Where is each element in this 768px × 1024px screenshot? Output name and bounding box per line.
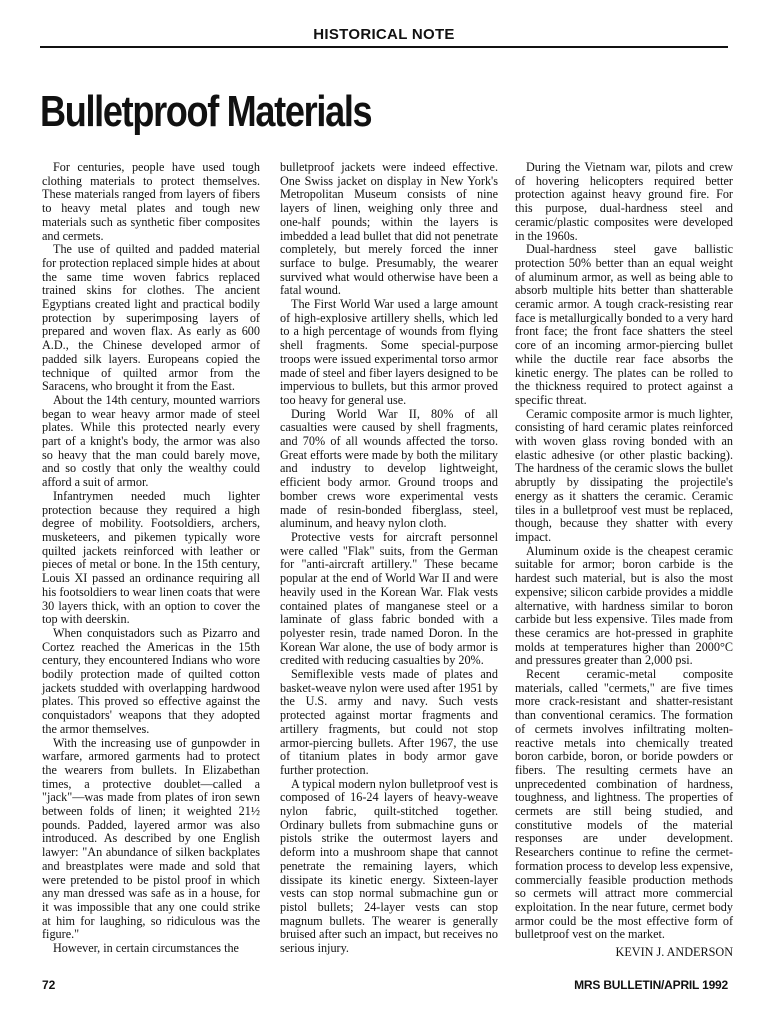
paragraph: During the Vietnam war, pilots and crew of hovering helicopters required better protection against heavy ground fire. For this purpose, dual-hardness steel and ceramic/plastic composites were developed in the 1960s. [515, 160, 733, 243]
paragraph: Ceramic composite armor is much lighter, consisting of hard ceramic plates reinforced with woven glass roving bonded with an elastic adhesive (or other plastic backing). The hardness of the ceramic slows the bullet abruptly by dissipating the projectile's energy as it shatters the ceramic. Ceramic tiles in a bulletproof vest must be replaced, though, because they shatter with every impact. [515, 406, 733, 544]
paragraph: For centuries, people have used tough clothing materials to protect themselves. These materials ranged from layers of fibers to heavy metal plates and tough new materials such as synthetic fiber composites and cermets. [42, 160, 260, 243]
journal-footer: MRS BULLETIN/APRIL 1992 [574, 978, 728, 992]
paragraph: A typical modern nylon bulletproof vest is composed of 16-24 layers of heavy-weave nylon fabric, quilt-stitched together. Ordinary bullets from submachine guns or pistols strike the outermost layers and deform into a mushroom shape that cannot penetrate the remaining layers, which dissipate its kinetic energy. Sixteen-layer vests can stop normal submachine gun or pistol bullets; 24-layer vests can stop magnum bullets. The wearer is generally bruised after such an impact, but receives no serious injury. [280, 776, 498, 956]
paragraph: Semiflexible vests made of plates and basket-weave nylon were used after 1951 by the U.S. army and navy. Such vests protected against mortar fragments and artillery fragments, but could not stop armor-piercing bullets. After 1967, the use of titanium plates in body armor gave further protection. [280, 667, 498, 777]
section-label: HISTORICAL NOTE [313, 26, 455, 43]
paragraph: The use of quilted and padded material for protection replaced simple hides at about the same time woven fabrics replaced trained skins for clothes. The ancient Egyptians created light and practical bodily protection by superimposing layers of prepared and woven flax. As early as 600 A.D., the Chinese developed armor of padded silk layers. Europeans copied the technique of quilted armor from the Saracens, who brought it from the East. [42, 242, 260, 394]
paragraph: Aluminum oxide is the cheapest ceramic suitable for armor; boron carbide is the hardest such material, but is also the most expensive; silicon carbide provides a middle alternative, with hardness similar to boron carbide but less expensive. Tiles made from these ceramics are hot-pressed in graphite molds at temperatures higher than 2000°C and pressures greater than 2,000 psi. [515, 543, 733, 668]
paragraph: With the increasing use of gunpowder in warfare, armored garments had to protect the wearers from bullets. In Elizabethan times, a protective doublet—called a "jack"—was made from plates of iron sewn between folds of linen; it weighted 21½ pounds. Padded, layered armor was also introduced. As described by one English lawyer: "An abundance of silken backplates and breastplates were made and sold that were pretended to be pistol proof in which any man dressed was safe as in a house, for it was impossible that any one could strike at him for laughing, so ridiculous was the figure." [42, 735, 260, 942]
section-divider [40, 46, 728, 48]
paragraph: The First World War used a large amount of high-explosive artillery shells, which led to a high percentage of wounds from flying shell fragments. Some special-purpose troops were issued experimental torso armor made of steel and fiber layers designed to be impervious to bullets, but this armor proved too heavy for general use. [280, 297, 498, 407]
paragraph: When conquistadors such as Pizarro and Cortez reached the Americas in the 15th century, they encountered Indians who wore bodily protection made of quilted cotton jackets studded with overlapping hardwood plates. This proved so effective against the conquistadors' weapons that they adopted the armor themselves. [42, 625, 260, 736]
page-number: 72 [42, 978, 56, 992]
paragraph: Recent ceramic-metal composite materials, called "cermets," are five times more crack-resistant and shatter-resistant than conventional ceramics. The formation of cermets involves infiltrating molten-reactive metals into chemically treated boron carbide, boron, or boride powders or fibers. The resulting cermets have an unprecedented combination of hardness, toughness, and lightness. The properties of cermets are still being studied, and constitutive models of the material responses are under development. Researchers continue to refine the cermet-formation process to develop less expensive, commercially feasible production methods so cermets will attract more commercial exploitation. In the near future, cermet body armor could be the most effective form of bulletproof vest on the market. [515, 667, 733, 942]
text-column-3 [515, 160, 733, 960]
paragraph: During World War II, 80% of all casualties were caused by shell fragments, and 70% of all wounds affected the torso. Great efforts were made by both the military and industry to develop lightweight, efficient body armor. Ground troops and bomber crews wore experimental vests made of resin-bonded fiberglass, steel, aluminum, and heavy nylon cloth. [280, 406, 498, 531]
paragraph: About the 14th century, mounted warriors began to wear heavy armor made of steel plates. While this protected nearly every part of a knight's body, the armor was also so heavy that the man could barely move, and so costly that only the wealthy could afford a suit of armor. [42, 392, 260, 490]
paragraph: Dual-hardness steel gave ballistic protection 50% better than an equal weight of aluminum armor, as well as being able to absorb multiple hits better than shatterable ceramic armor. A tough crack-resisting rear face is metallurgically bonded to a very hard front face; the front face shatters the steel core of an incoming armor-piercing bullet while the ductile rear face absorbs the kinetic energy. The plates can be rolled to the thickness required to protect against a specific threat. [515, 242, 733, 407]
paragraph: Infantrymen needed much lighter protection because they required a high degree of mobility. Footsoldiers, archers, musketeers, and pikemen typically wore quilted jackets reinforced with leather or pieces of metal or bone. In the 15th century, Louis XI passed an ordinance requiring all his footsoldiers to wear linen coats that were 30 layers thick, with an option to cover the top with deerskin. [42, 488, 260, 627]
paragraph: However, in certain circumstances the [53, 941, 239, 956]
text-column-2 [280, 160, 498, 956]
text-column-1 [42, 160, 260, 956]
author-byline: KEVIN J. ANDERSON [615, 945, 733, 960]
article-title: Bulletproof Materials [40, 87, 372, 136]
paragraph: bulletproof jackets were indeed effective. One Swiss jacket on display in New York's Metropolitan Museum consists of nine layers of linen, weighing only three and one-half pounds; within the layers is imbedded a lead bullet that did not penetrate completely, but merely forced the inner surface to bulge. Presumably, the wearer survived what would otherwise have been a fatal wound. [280, 160, 498, 298]
paragraph: Protective vests for aircraft personnel were called "Flak" suits, from the German for "anti-aircraft artillery." These became popular at the end of World War II and were heavily used in the Korean War. Flak vests contained plates of manganese steel or a laminate of glass fabric bonded with a polyester resin, trade named Doron. In the Korean War alone, the use of body armor is credited with reducing casualties by 20%. [280, 529, 498, 668]
